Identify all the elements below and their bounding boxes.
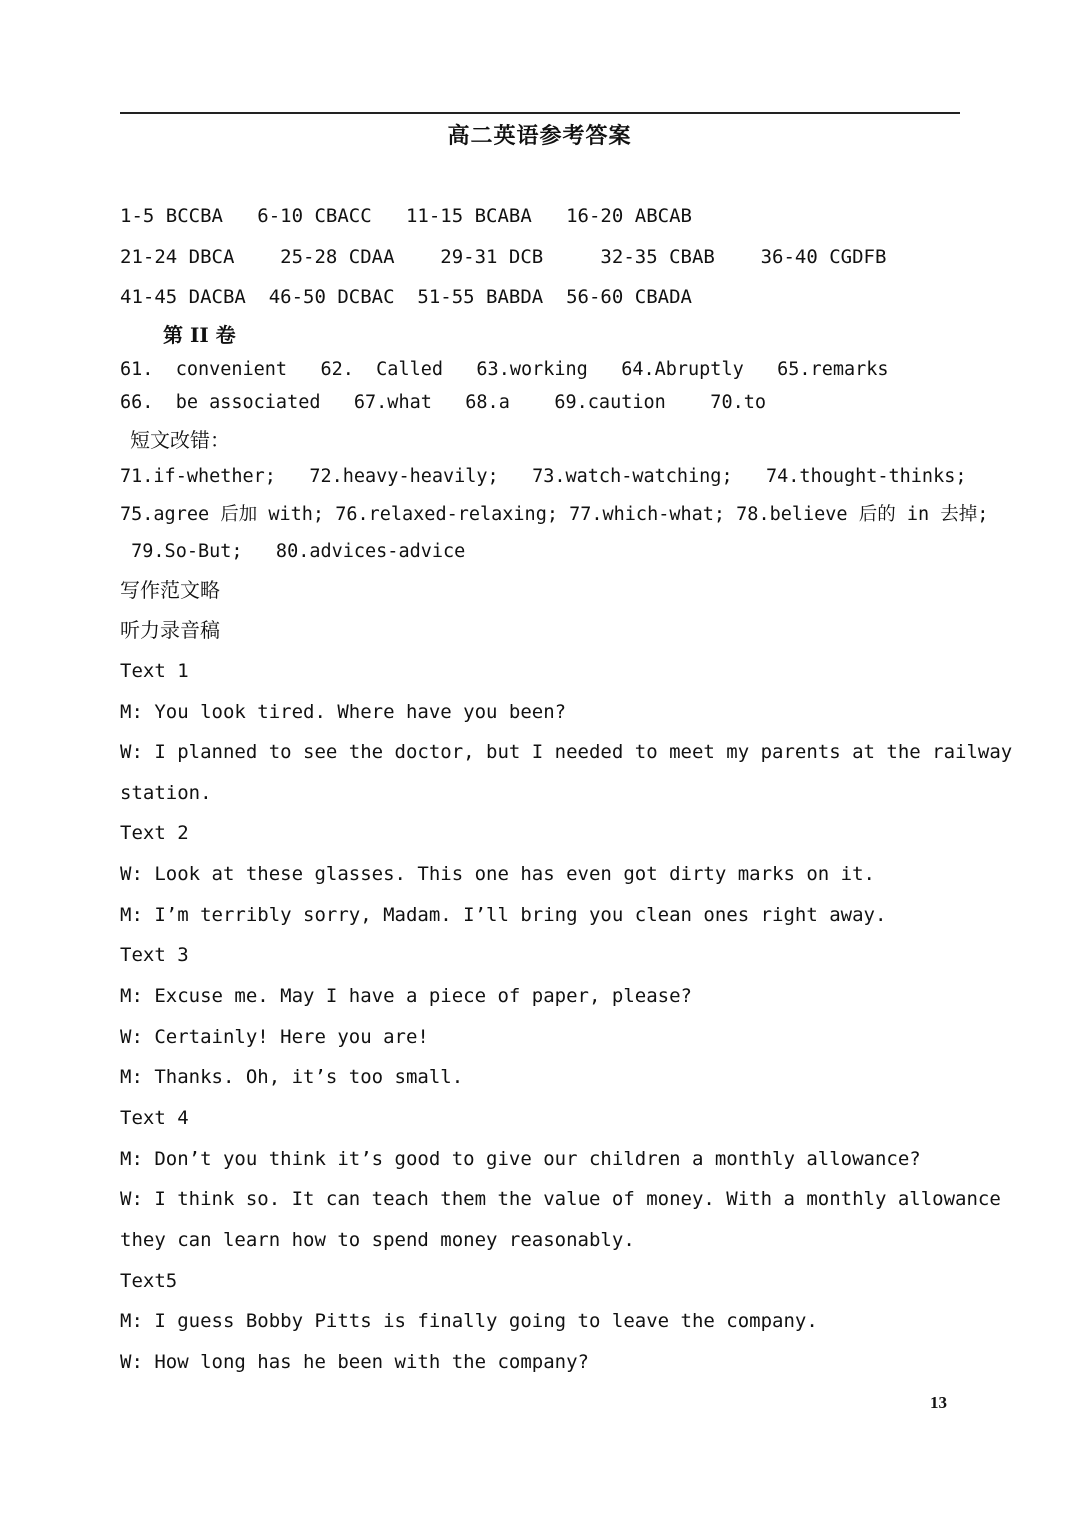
- correction-heading: 短文改错：: [130, 428, 230, 452]
- section-ii-heading: 第 II 卷: [163, 323, 236, 347]
- correction-line-3: 79.So-But; 80.advices-advice: [120, 541, 466, 562]
- fill-in-line-1: 61. convenient 62. Called 63.working 64.Abruptly 65.remarks: [120, 359, 889, 380]
- transcript-line: M: Don’t you think it’s good to give our children a monthly allowance?: [120, 1148, 921, 1170]
- header-rule: [120, 112, 960, 114]
- page-title: 高二英语参考答案: [447, 123, 632, 149]
- correction-line-1: 71.if-whether; 72.heavy-heavily; 73.watch-watching; 74.thought-thinks;: [120, 466, 967, 487]
- transcript-line: W: Look at these glasses. This one has even got dirty marks on it.: [120, 863, 875, 885]
- transcript-line: M: I’m terribly sorry, Madam. I’ll bring you clean ones right away.: [120, 904, 887, 926]
- correction-line-2: 75.agree 后加 with; 76.relaxed-relaxing; 77.which-what; 78.believe 后的 in 去掉;: [120, 504, 989, 525]
- answer-line-2: 21-24 DBCA 25-28 CDAA 29-31 DCB 32-35 CBAB 36-40 CGDFB: [120, 246, 887, 268]
- transcript-line: they can learn how to spend money reasonably.: [120, 1229, 635, 1251]
- answer-line-1: 1-5 BCCBA 6-10 CBACC 11-15 BCABA 16-20 ABCAB: [120, 205, 692, 227]
- transcript-line: station.: [120, 782, 212, 804]
- transcript-line: W: I planned to see the doctor, but I needed to meet my parents at the railway: [120, 741, 1013, 763]
- transcript-line: M: You look tired. Where have you been?: [120, 701, 567, 723]
- transcript-line: W: Certainly! Here you are!: [120, 1026, 429, 1048]
- transcript-line: Text 3: [120, 944, 189, 966]
- transcript-line: M: Thanks. Oh, it’s too small.: [120, 1066, 464, 1088]
- fill-in-line-2: 66. be associated 67.what 68.a 69.caution 70.to: [120, 392, 767, 413]
- transcript-line: M: Excuse me. May I have a piece of paper, please?: [120, 985, 692, 1007]
- transcript-line: Text 4: [120, 1107, 189, 1129]
- transcript-line: W: How long has he been with the company?: [120, 1351, 589, 1373]
- page-number: 13: [930, 1393, 947, 1412]
- listening-heading: 听力录音稿: [120, 618, 220, 642]
- writing-note: 写作范文略: [120, 578, 220, 602]
- transcript-line: Text5: [120, 1270, 178, 1292]
- transcript-line: M: I guess Bobby Pitts is finally going to leave the company.: [120, 1310, 818, 1332]
- answer-line-3: 41-45 DACBA 46-50 DCBAC 51-55 BABDA 56-60 CBADA: [120, 286, 692, 308]
- transcript-line: Text 1: [120, 660, 189, 682]
- transcript-line: W: I think so. It can teach them the value of money. With a monthly allowance: [120, 1188, 1001, 1210]
- transcript-line: Text 2: [120, 822, 189, 844]
